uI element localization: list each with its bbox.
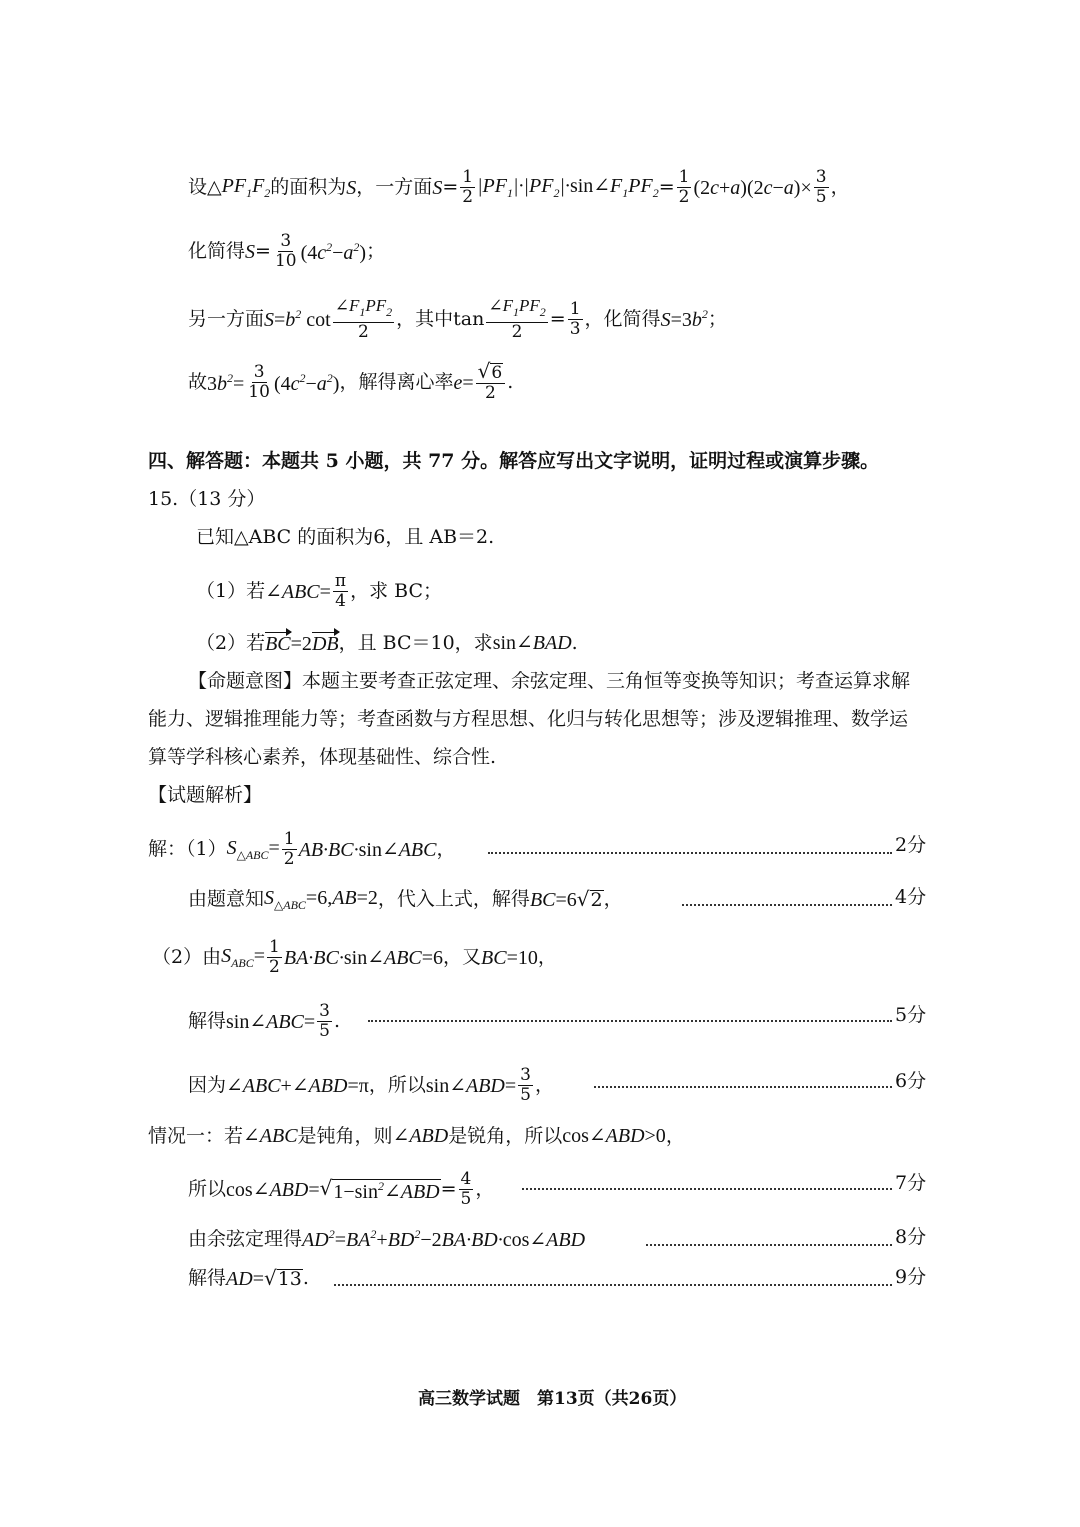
score-label: 2分 — [895, 834, 927, 856]
text: 故 — [188, 371, 208, 393]
solution-step-3: （2）由 $S_{ABC}=$ $\frac{1}{2}$ BA·BC·sin∠ABC=6 ，又 BC=10 ， — [152, 937, 557, 977]
text: ； — [366, 240, 386, 262]
formula-line-eccentricity: 故 $3b^2=$ $\frac{3}{10}$ $(4c^2-a^2)$ ，解得离心率 e= √ 6 2 . — [188, 359, 514, 403]
score-leader — [488, 852, 892, 854]
text: 是钝角，则 — [297, 1124, 393, 1147]
text: 化简得 — [188, 240, 246, 262]
solution-step-8: 由余弦定理得 $AD^2=BA^2+BD^2-2BA\cdot BD\cdot\cos\angle ABD$ — [188, 1227, 586, 1251]
score-leader — [522, 1188, 892, 1190]
solution-step-4: 解得 sin∠ABC= $\frac{3}{5}$ . — [188, 1001, 341, 1041]
text: 的面积为 — [270, 176, 347, 198]
text: ，所以 — [368, 1074, 426, 1096]
text: ， — [475, 1178, 495, 1200]
text: ， — [830, 176, 850, 198]
text: 因为 — [188, 1074, 227, 1096]
question-part-1: （1）若 ∠ABC= $\frac{\pi}{4}$ ，求 BC； — [196, 571, 442, 611]
text: ， — [534, 1074, 554, 1096]
text: （2）若 — [196, 631, 266, 654]
solution-step-2: 由题意知 $S_{\triangle ABC}=6,AB=2$ ，代入上式，解得 BC=6 √ 2 ， — [188, 887, 623, 912]
score-label: 8分 — [895, 1226, 927, 1248]
text: 所以 — [188, 1178, 227, 1200]
score-leader — [646, 1244, 892, 1246]
intent-line-1: 【命题意图】本题主要考查正弦定理、余弦定理、三角恒等变换等知识；考查运算求解 — [188, 670, 911, 692]
text: 设△ — [188, 176, 222, 198]
text: 解：（1） — [148, 838, 227, 860]
text: ， — [665, 1124, 685, 1147]
text: （2）由 — [152, 946, 222, 968]
question-stem: 已知△ABC 的面积为6，且 AB＝2. — [196, 526, 495, 548]
formula-line-other: 另一方面 $S=b^2$ cot $\frac{\angle F_1PF_2}{2}$ ，其中 tan $\frac{\angle F_1PF_2}{2}$ = $\frac{1}{3}$ ，化简得 $S=3b^2$ ； — [188, 296, 727, 342]
text: . — [302, 1267, 309, 1289]
solution-step-9: 解得 AD= √ 13 . — [188, 1266, 309, 1290]
text: 情况一：若 — [148, 1124, 244, 1147]
text: 由余弦定理得 — [188, 1227, 303, 1250]
text: ，化简得 — [584, 307, 661, 330]
page-footer: 高三数学试题 第13页（共26页） — [418, 1389, 687, 1409]
text: （1）若 — [196, 580, 266, 602]
intent-line-3: 算等学科核心素养，体现基础性、综合性. — [148, 746, 497, 768]
formula-line-simplify: 化简得 S = $\frac{3}{10}$ $(4c^2-a^2)$ ； — [188, 231, 386, 271]
score-leader — [594, 1086, 892, 1088]
score-leader — [334, 1284, 892, 1286]
text: 解得 — [188, 1267, 227, 1289]
text: 另一方面 — [188, 307, 265, 330]
text: 是锐角，所以 — [448, 1124, 563, 1147]
text: ， — [603, 888, 623, 910]
text: . — [334, 1010, 341, 1032]
formula-line-area: 设△ $PF_1F_2$ 的面积为 S ，一方面 S = $\frac{1}{2}$ $|PF_1|\cdot|PF_2|\cdot\sin\angle F_1PF_2$ = $\frac{1}{2}$ (2c+a)(2c−a)× $\frac{3}{5}$ ， — [188, 167, 850, 207]
text: ，一方面 — [356, 176, 433, 198]
text: . — [507, 371, 514, 393]
solution-step-1: 解：（1） $S_{\triangle ABC}=$ $\frac{1}{2}$ AB·BC·sin∠ABC ， — [148, 829, 456, 869]
analysis-title: 【试题解析】 — [148, 784, 263, 806]
score-leader — [368, 1020, 892, 1022]
intent-line-2: 能力、逻辑推理能力等；考查函数与方程思想、化归与转化思想等；涉及逻辑推理、数学运 — [148, 708, 909, 730]
score-label: 7分 — [895, 1172, 927, 1194]
score-leader — [682, 904, 892, 906]
solution-step-7: 所以 cos∠ABD= √ $1-\sin^2\angle ABD$ = $\frac{4}{5}$ ， — [188, 1169, 495, 1209]
text: . — [571, 631, 578, 654]
text: ， — [537, 946, 557, 968]
text: ， — [436, 838, 456, 860]
text: ，代入上式，解得 — [377, 888, 530, 910]
text: 由题意知 — [188, 888, 265, 910]
score-label: 6分 — [895, 1070, 927, 1092]
solution-case-1: 情况一：若 ∠ABC 是钝角，则 ∠ABD 是锐角，所以 cos∠ABD>0 ， — [148, 1124, 685, 1147]
question-part-2: （2）若 BC=2DB ，且 BC＝10，求 sin∠BAD . — [196, 631, 578, 655]
question-number: 15.（13 分） — [148, 488, 266, 510]
text: ，其中 — [396, 307, 454, 330]
score-label: 5分 — [895, 1004, 927, 1026]
section-heading: 四、解答题：本题共 5 小题，共 77 分。解答应写出文字说明，证明过程或演算步骤。 — [148, 450, 880, 472]
text: ，且 BC＝10，求 — [338, 631, 493, 654]
text: ； — [707, 307, 727, 330]
solution-step-5: 因为 ∠ABC+∠ABD=π ，所以 sin∠ABD= $\frac{3}{5}$ ， — [188, 1065, 554, 1105]
text: ，求 BC； — [350, 580, 442, 602]
text: ，又 — [443, 946, 482, 968]
score-label: 9分 — [895, 1266, 927, 1288]
score-label: 4分 — [895, 886, 927, 908]
text: ，解得离心率 — [339, 371, 454, 393]
text: 解得 — [188, 1010, 227, 1032]
